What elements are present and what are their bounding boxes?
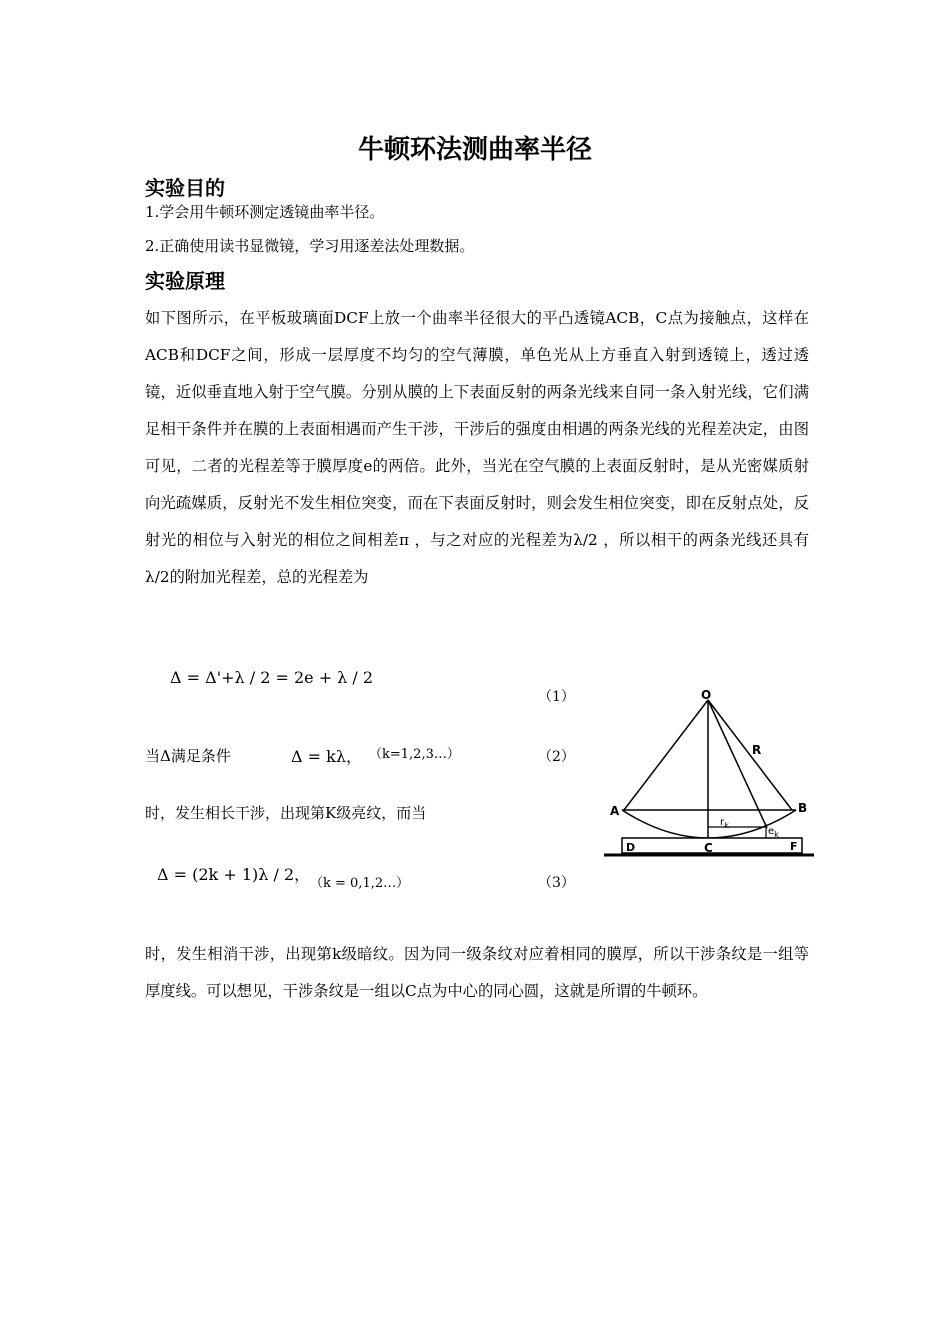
line-oa <box>624 700 708 810</box>
section-heading-purpose: 实验目的 <box>145 176 225 200</box>
condition-prefix: 当Δ满足条件 <box>145 747 231 765</box>
label-a: A <box>610 804 620 818</box>
equation-2: Δ = kλ， <box>291 747 362 766</box>
line-radius-r <box>708 700 767 828</box>
label-ek: $e_k$ <box>768 826 779 839</box>
newton-ring-diagram <box>600 684 816 866</box>
label-f: F <box>790 840 798 853</box>
label-o: O <box>701 688 712 702</box>
line-ob <box>708 700 792 810</box>
label-b: B <box>798 801 808 815</box>
page-title: 牛顿环法测曲率半径 <box>357 135 592 165</box>
label-rk: $r_k$ <box>720 817 729 830</box>
equation-3-number: （3） <box>538 875 575 891</box>
principle-paragraph-1: 如下图所示，在平板玻璃面DCF上放一个曲率半径很大的平凸透镜ACB，C点为接触点，这样在ACB和DCF之间，形成一层厚度不均匀的空气薄膜，单色光从上方垂直入射到透镜上，透过透镜，近似垂直地入射于空气膜。分别从膜的上下表面反射的两条光线来自同一条入射光线，它们满足相干条件并在膜的上表面相遇而产生干涉，干涉后的强度由相遇的两条光线的光程差决定，由图可见，二者的光程差等于膜厚度e的两倍。此外，当光在空气膜的上表面反射时，是从光密媒质射向光疏媒质，反射光不发生相位突变，而在下表面反射时，则会发生相位突变，即在反射点处，反射光的相位与入射光的相位之间相差π ，与之对应的光程差为λ/2 ，所以相干的两条光线还具有λ/2的附加光程差，总的光程差为 <box>145 309 809 586</box>
equation-3: Δ = (2k + 1)λ / 2， <box>157 865 311 884</box>
label-r: R <box>752 743 762 757</box>
purpose-item-2: 2.正确使用读书显微镜，学习用逐差法处理数据。 <box>145 237 475 255</box>
equation-1-number: （1） <box>538 689 575 705</box>
section-heading-principle: 实验原理 <box>145 269 225 293</box>
purpose-item-1: 1.学会用牛顿环测定透镜曲率半径。 <box>145 203 385 221</box>
equation-1: Δ = Δ'+λ / 2 = 2e + λ / 2 <box>170 668 374 687</box>
label-c: C <box>704 841 713 855</box>
label-d: D <box>626 841 636 854</box>
equation-2-number: （2） <box>538 749 575 765</box>
principle-paragraph-2: 时，发生相消干涉，出现第k级暗纹。因为同一级条纹对应着相同的膜厚，所以干涉条纹是一组等厚度线。可以想见，干涉条纹是一组以C点为中心的同心圆，这就是所谓的牛顿环。 <box>145 945 809 1000</box>
equation-2-range: （k=1,2,3…） <box>369 747 460 762</box>
bright-fringe-line: 时，发生相长干涉，出现第K级亮纹，而当 <box>145 804 427 822</box>
equation-3-range: （k = 0,1,2…） <box>310 876 410 891</box>
